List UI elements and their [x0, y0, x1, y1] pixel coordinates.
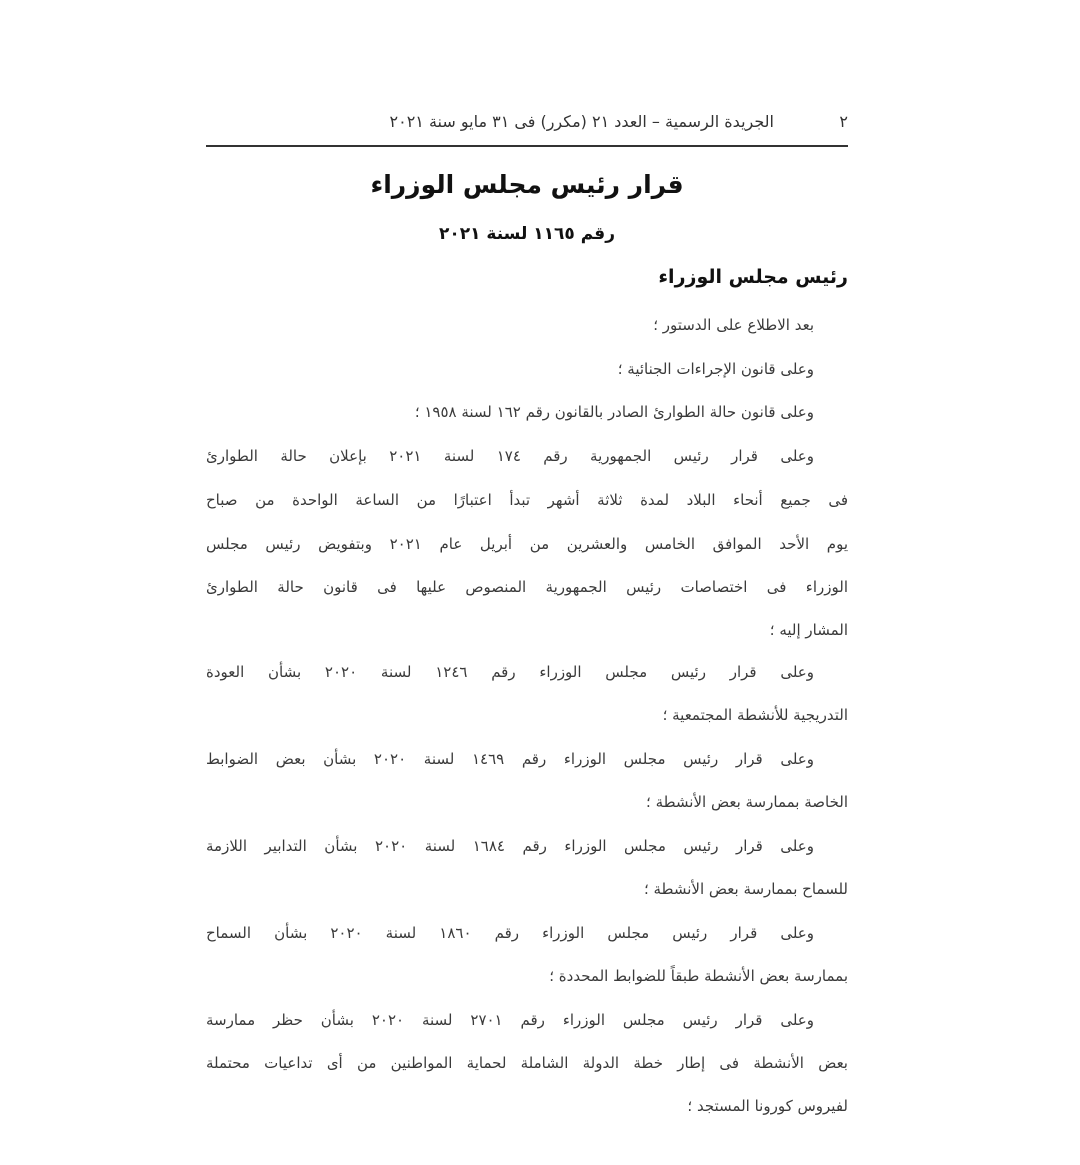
text-line: وعلى قرار رئيس مجلس الوزراء رقم ١٢٤٦ لسنة ٢٠٢٠ بشأن العودة: [206, 663, 814, 681]
document-title: قرار رئيس مجلس الوزراء: [370, 170, 684, 199]
header-rule: [206, 145, 848, 147]
text-line: المشار إليه ؛: [769, 621, 848, 639]
text-line: التدريجية للأنشطة المجتمعية ؛: [662, 706, 848, 724]
text-line: للسماح بممارسة بعض الأنشطة ؛: [643, 880, 848, 898]
text-line: وعلى قرار رئيس مجلس الوزراء رقم ١٦٨٤ لسنة ٢٠٢٠ بشأن التدابير اللازمة: [206, 837, 814, 855]
text-line: وعلى قانون حالة الطوارئ الصادر بالقانون رقم ١٦٢ لسنة ١٩٥٨ ؛: [414, 403, 814, 421]
section-heading: رئيس مجلس الوزراء: [658, 266, 848, 288]
text-line: يوم الأحد الموافق الخامس والعشرين من أبريل عام ٢٠٢١ وبتفويض رئيس مجلس: [206, 535, 849, 553]
document-subtitle: رقم ١١٦٥ لسنة ٢٠٢١: [439, 224, 615, 244]
text-line: بعض الأنشطة فى إطار خطة الدولة الشاملة لحماية المواطنين من أى تداعيات محتملة: [206, 1054, 848, 1072]
text-line: فى جميع أنحاء البلاد لمدة ثلاثة أشهر تبدأ اعتبارًا من الساعة الواحدة من صباح: [206, 491, 848, 509]
text-line: وعلى قرار رئيس الجمهورية رقم ١٧٤ لسنة ٢٠٢١ بإعلان حالة الطوارئ: [206, 447, 814, 465]
page-number: ٢: [839, 112, 848, 131]
text-line: بعد الاطلاع على الدستور ؛: [653, 316, 814, 334]
text-line: وعلى قرار رئيس مجلس الوزراء رقم ١٨٦٠ لسنة ٢٠٢٠ بشأن السماح: [206, 924, 814, 942]
text-line: بممارسة بعض الأنشطة طبقاً للضوابط المحددة ؛: [549, 967, 848, 985]
text-line: وعلى قانون الإجراءات الجنائية ؛: [617, 360, 814, 378]
text-line: الخاصة بممارسة بعض الأنشطة ؛: [646, 793, 848, 811]
header-title: الجريدة الرسمية – العدد ٢١ (مكرر) فى ٣١ مايو سنة ٢٠٢١: [389, 112, 774, 131]
text-line: لفيروس كورونا المستجد ؛: [687, 1097, 848, 1115]
text-line: وعلى قرار رئيس مجلس الوزراء رقم ٢٧٠١ لسنة ٢٠٢٠ بشأن حظر ممارسة: [206, 1011, 814, 1029]
text-line: الوزراء فى اختصاصات رئيس الجمهورية المنصوص عليها فى قانون حالة الطوارئ: [206, 578, 848, 596]
text-line: وعلى قرار رئيس مجلس الوزراء رقم ١٤٦٩ لسنة ٢٠٢٠ بشأن بعض الضوابط: [206, 750, 814, 768]
page-header: [206, 108, 848, 138]
